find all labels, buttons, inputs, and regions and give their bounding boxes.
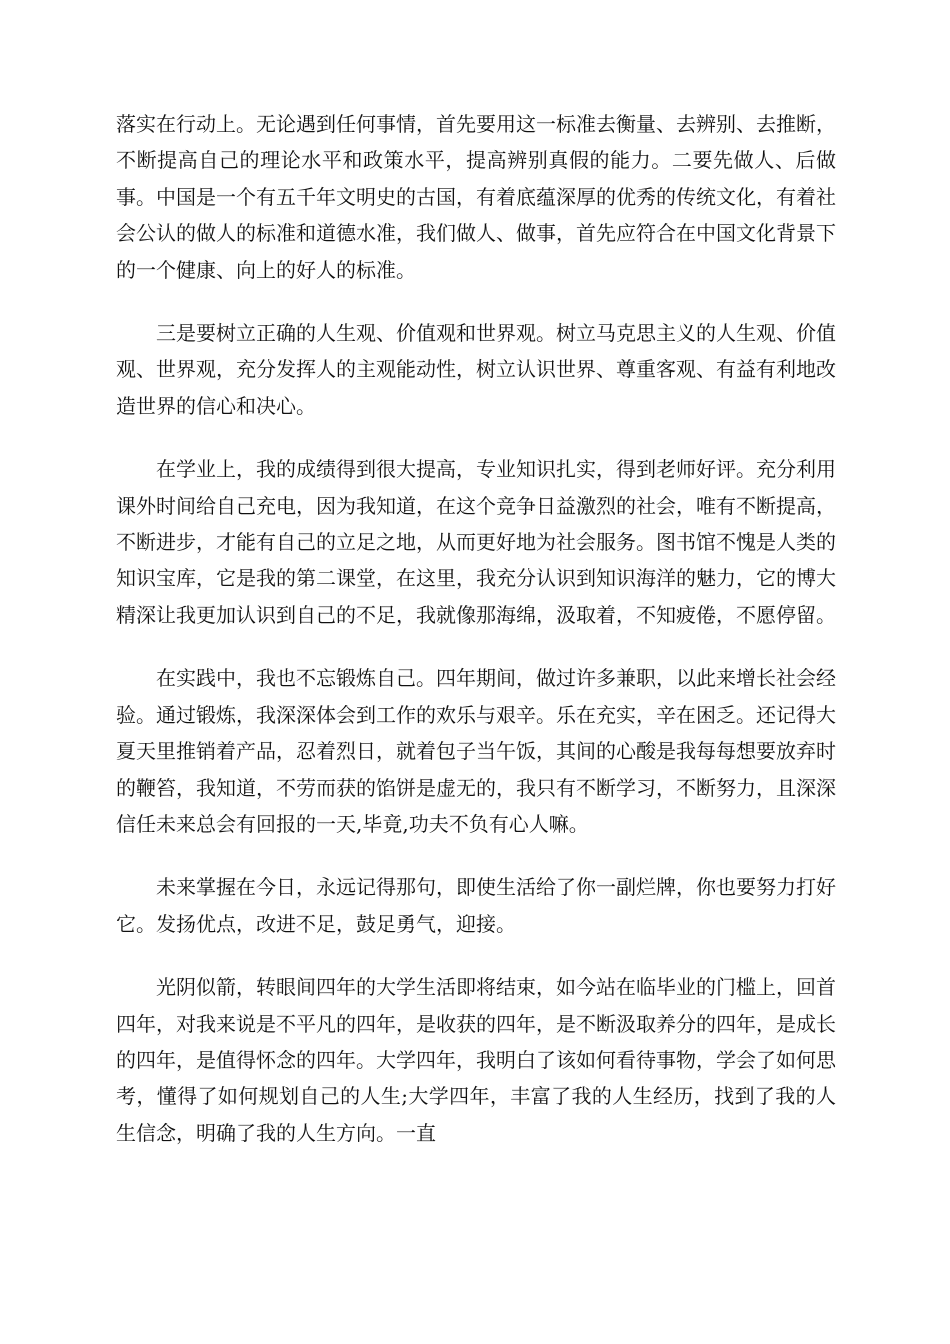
paragraph-future: 未来掌握在今日，永远记得那句，即使生活给了你一副烂牌，你也要努力打好它。发扬优点，改进不足，鼓足勇气，迎接。 <box>116 875 836 936</box>
paragraph-academics: 在学业上，我的成绩得到很大提高，专业知识扎实，得到老师好评。充分利用课外时间给自己充电，因为我知道，在这个竞争日益激烈的社会，唯有不断提高，不断进步，才能有自己的立足之地，从而更好地为社会服务。图书馆不愧是人类的知识宝库，它是我的第二课堂，在这里，我充分认识到知识海洋的魅力，它的博大精深让我更加认识到自己的不足，我就像那海绵，汲取着，不知疲倦，不愿停留。 <box>116 457 836 627</box>
paragraph-continuation: 落实在行动上。无论遇到任何事情，首先要用这一标准去衡量、去辨别、去推断，不断提高自己的理论水平和政策水平，提高辨别真假的能力。二要先做人、后做事。中国是一个有五千年文明史的古国，有着底蕴深厚的优秀的传统文化，有着社会公认的做人的标准和道德水准，我们做人、做事，首先应符合在中国文化背景下的一个健康、向上的好人的标准。 <box>116 112 836 282</box>
document-body <box>116 106 836 1178</box>
paragraph-reflection: 光阴似箭，转眼间四年的大学生活即将结束，如今站在临毕业的门槛上，回首四年，对我来说是不平凡的四年，是收获的四年，是不断汲取养分的四年，是成长的四年，是值得怀念的四年。大学四年，我明白了该如何看待事物，学会了如何思考，懂得了如何规划自己的人生;大学四年，丰富了我的人生经历，找到了我的人生信念，明确了我的人生方向。一直 <box>116 975 836 1145</box>
paragraph-practice: 在实践中，我也不忘锻炼自己。四年期间，做过许多兼职，以此来增长社会经验。通过锻炼，我深深体会到工作的欢乐与艰辛。乐在充实，辛在困乏。还记得大夏天里推销着产品，忍着烈日，就着包子当午饭，其间的心酸是我每每想要放弃时的鞭笞，我知道，不劳而获的馅饼是虚无的，我只有不断学习，不断努力，且深深信任未来总会有回报的一天,毕竟,功夫不负有心人嘛。 <box>116 666 836 836</box>
paragraph-worldview: 三是要树立正确的人生观、价值观和世界观。树立马克思主义的人生观、价值观、世界观，充分发挥人的主观能动性，树立认识世界、尊重客观、有益有利地改造世界的信心和决心。 <box>116 321 836 418</box>
